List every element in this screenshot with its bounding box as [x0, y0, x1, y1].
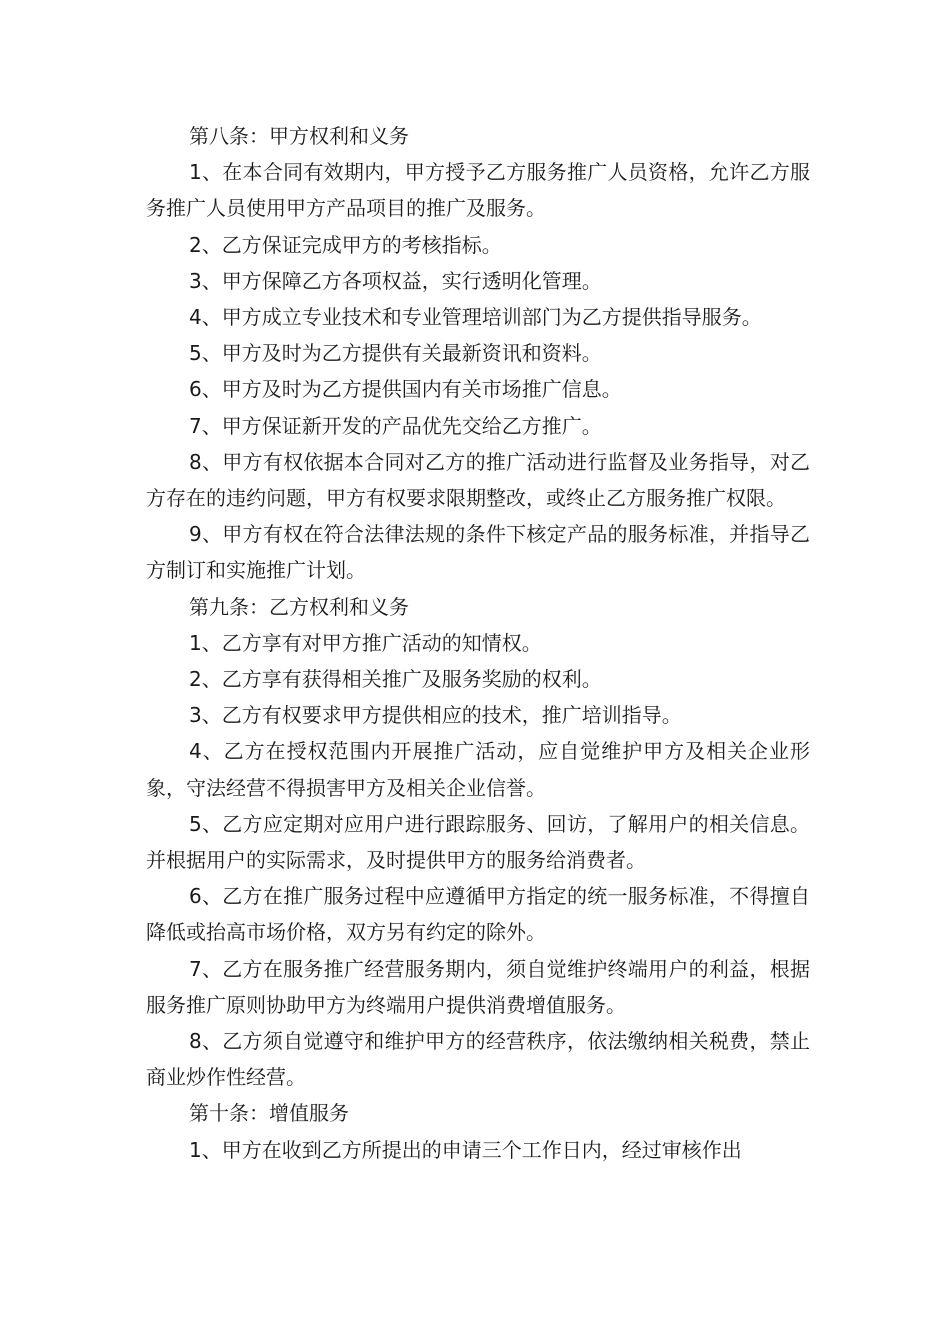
- article-10-clause-1: 1、甲方在收到乙方所提出的申请三个工作日内，经过审核作出: [189, 1137, 742, 1162]
- article-8-clause-2: 2、乙方保证完成甲方的考核指标。: [189, 232, 502, 257]
- article-9-clause-8: 8、乙方须自觉遵守和维护甲方的经营秩序，依法缴纳相关税费，禁止商业炒作性经营。: [146, 1029, 810, 1090]
- article-8-clause-8: 8、甲方有权依据本合同对乙方的推广活动进行监督及业务指导，对乙方存在的违约问题，甲方有权要求限期整改，或终止乙方服务推广权限。: [146, 449, 810, 511]
- article-10-heading: 第十条：增值服务: [189, 1101, 349, 1126]
- article-9-clause-7: 7、乙方在服务推广经营服务期内，须自觉维护终端用户的利益，根据服务推广原则协助甲方为终端用户提供消费增值服务。: [146, 956, 810, 1017]
- article-9-clause-6: 6、乙方在推广服务过程中应遵循甲方指定的统一服务标准，不得擅自降低或抬高市场价格，双方另有约定的除外。: [146, 884, 810, 945]
- article-8-clause-6: 6、甲方及时为乙方提供国内有关市场推广信息。: [189, 377, 622, 402]
- article-8-clause-5: 5、甲方及时为乙方提供有关最新资讯和资料。: [189, 341, 602, 366]
- article-9-clause-5: 5、乙方应定期对应用户进行跟踪服务、回访，了解用户的相关信息。并根据用户的实际需求，及时提供甲方的服务给消费者。: [146, 811, 810, 873]
- article-8-clause-1: 1、在本合同有效期内，甲方授予乙方服务推广人员资格，允许乙方服务推广人员使用甲方产品项目的推广及服务。: [146, 160, 810, 221]
- article-8-heading: 第八条：甲方权利和义务: [189, 124, 409, 148]
- article-8-clause-3: 3、甲方保障乙方各项权益，实行透明化管理。: [189, 268, 602, 293]
- article-8-clause-9: 9、甲方有权在符合法律法规的条件下核定产品的服务标准，并指导乙方制订和实施推广计划。: [146, 522, 810, 583]
- article-9-clause-2: 2、乙方享有获得相关推广及服务奖励的权利。: [189, 667, 602, 692]
- article-9-heading: 第九条：乙方权利和义务: [189, 594, 409, 619]
- article-9-clause-1: 1、乙方享有对甲方推广活动的知情权。: [189, 630, 542, 655]
- article-8-clause-7: 7、甲方保证新开发的产品优先交给乙方推广。: [189, 413, 602, 438]
- article-9-clause-3: 3、乙方有权要求甲方提供相应的技术，推广培训指导。: [189, 703, 682, 728]
- article-8-clause-4: 4、甲方成立专业技术和专业管理培训部门为乙方提供指导服务。: [189, 305, 762, 330]
- article-9-clause-4: 4、乙方在授权范围内开展推广活动，应自觉维护甲方及相关企业形象，守法经营不得损害甲方及相关企业信誉。: [146, 739, 810, 800]
